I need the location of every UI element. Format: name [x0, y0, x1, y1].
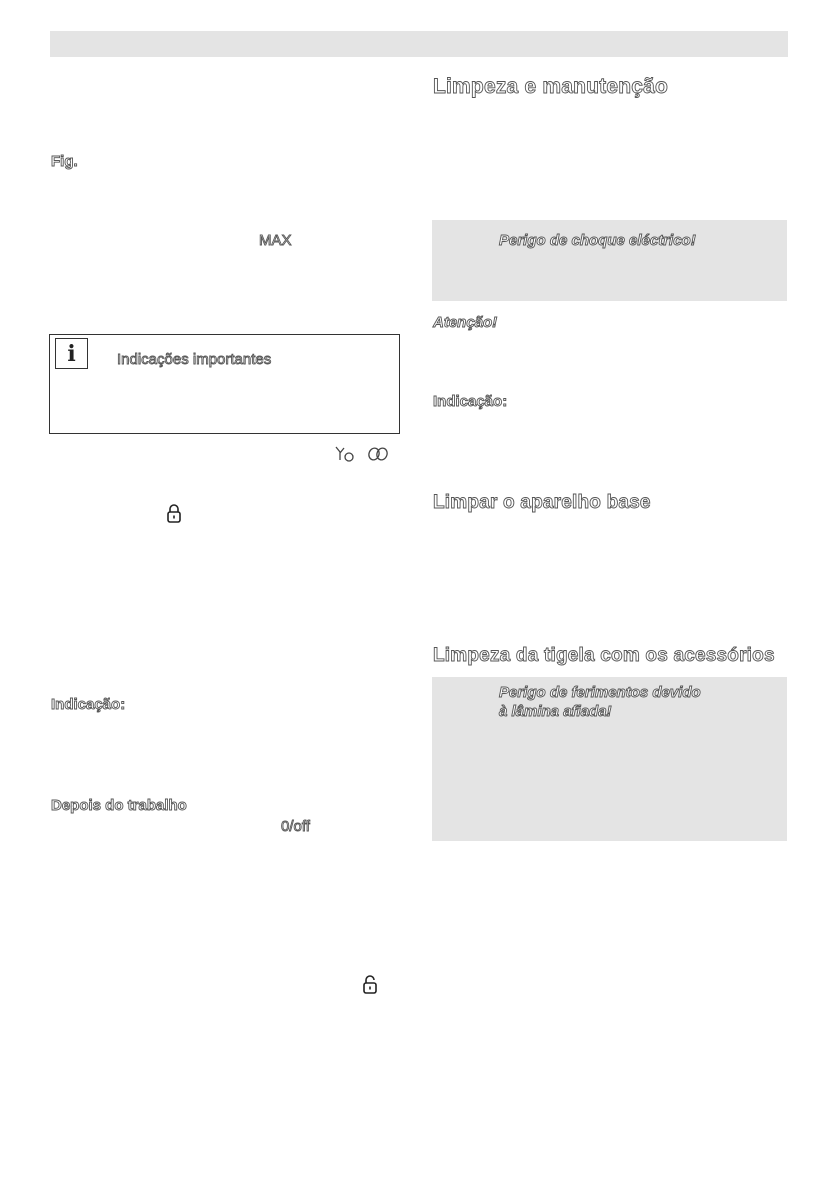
- info-box-title: Indicações importantes: [117, 351, 272, 368]
- warning-blade-line2: à lâmina afiada!: [499, 703, 612, 720]
- warning-electric-shock: Perigo de choque eléctrico!: [499, 232, 696, 249]
- warning-blade-line1: Perigo de ferimentos devido: [499, 684, 701, 701]
- after-work-label: Depois do trabalho: [51, 797, 187, 814]
- lock-open-icon: [362, 974, 378, 994]
- header-bar: [50, 31, 788, 57]
- attention-label: Atenção!: [433, 314, 498, 331]
- speed-symbols-icon: [334, 444, 390, 464]
- heading-clean-bowl: Limpeza da tigela com os acessórios: [433, 645, 775, 666]
- max-label: MAX: [259, 232, 292, 249]
- heading-clean-base: Limpar o aparelho base: [433, 492, 651, 513]
- figure-label: Fig.: [51, 153, 78, 170]
- info-box: [49, 334, 400, 434]
- warning-box-blade: [432, 677, 787, 841]
- heading-cleaning-maintenance: Limpeza e manutenção: [433, 75, 669, 98]
- info-icon: i: [55, 338, 88, 369]
- lock-closed-icon: [166, 503, 182, 523]
- note-label-left: Indicação:: [51, 696, 126, 713]
- note-label-right: Indicação:: [433, 393, 508, 410]
- off-label: 0/off: [281, 818, 310, 835]
